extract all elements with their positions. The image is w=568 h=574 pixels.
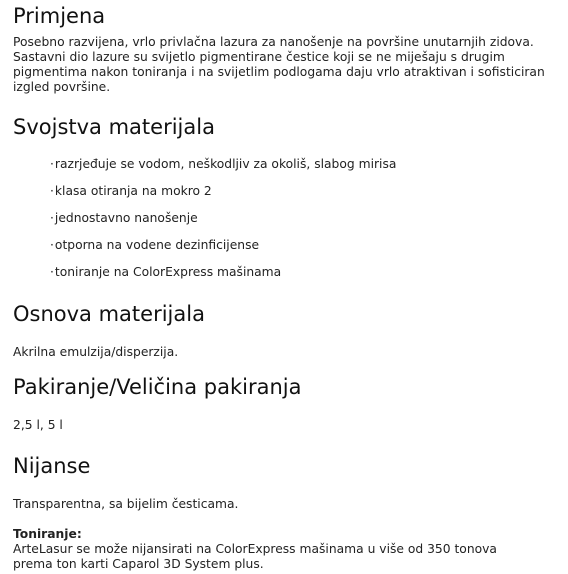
- bullet-icon: ·: [50, 211, 54, 225]
- heading-primjena: Primjena: [13, 4, 106, 28]
- toniranje-label: Toniranje:: [13, 527, 82, 541]
- list-item: ·otporna na vodene dezinficijense: [50, 238, 260, 252]
- bullet-icon: ·: [50, 184, 54, 198]
- bullet-icon: ·: [50, 238, 54, 252]
- pakiranje-text: 2,5 l, 5 l: [13, 418, 63, 432]
- heading-svojstva: Svojstva materijala: [13, 115, 215, 139]
- bullet-icon: ·: [50, 157, 54, 171]
- toniranje-text: ArteLasur se može nijansirati na ColorExpress mašinama u više od 350 tonova prema ton karti Caparol 3D System plus.: [13, 542, 497, 571]
- primjena-text: Posebno razvijena, vrlo privlačna lazura za nanošenje na površine unutarnjih zidova. Sastavni dio lazure su svijetlo pigmentirane čestice koji se ne miješaju s drugim pigmentima nakon toniranja i na svijetlim podlogama daju vrlo atraktivan i sofisticiran izgled površine.: [13, 35, 545, 94]
- list-item: ·razrjeđuje se vodom, neškodljiv za okoliš, slabog mirisa: [50, 157, 397, 171]
- heading-nijanse: Nijanse: [13, 454, 91, 478]
- toniranje-block: [13, 527, 533, 572]
- bullet-icon: ·: [50, 265, 54, 279]
- list-item: ·toniranje na ColorExpress mašinama: [50, 265, 282, 279]
- nijanse-text: Transparentna, sa bijelim česticama.: [13, 497, 239, 511]
- heading-osnova: Osnova materijala: [13, 302, 205, 326]
- list-item: ·klasa otiranja na mokro 2: [50, 184, 212, 198]
- osnova-text: Akrilna emulzija/disperzija.: [13, 345, 179, 359]
- list-item: ·jednostavno nanošenje: [50, 211, 198, 225]
- heading-pakiranje: Pakiranje/Veličina pakiranja: [13, 375, 302, 399]
